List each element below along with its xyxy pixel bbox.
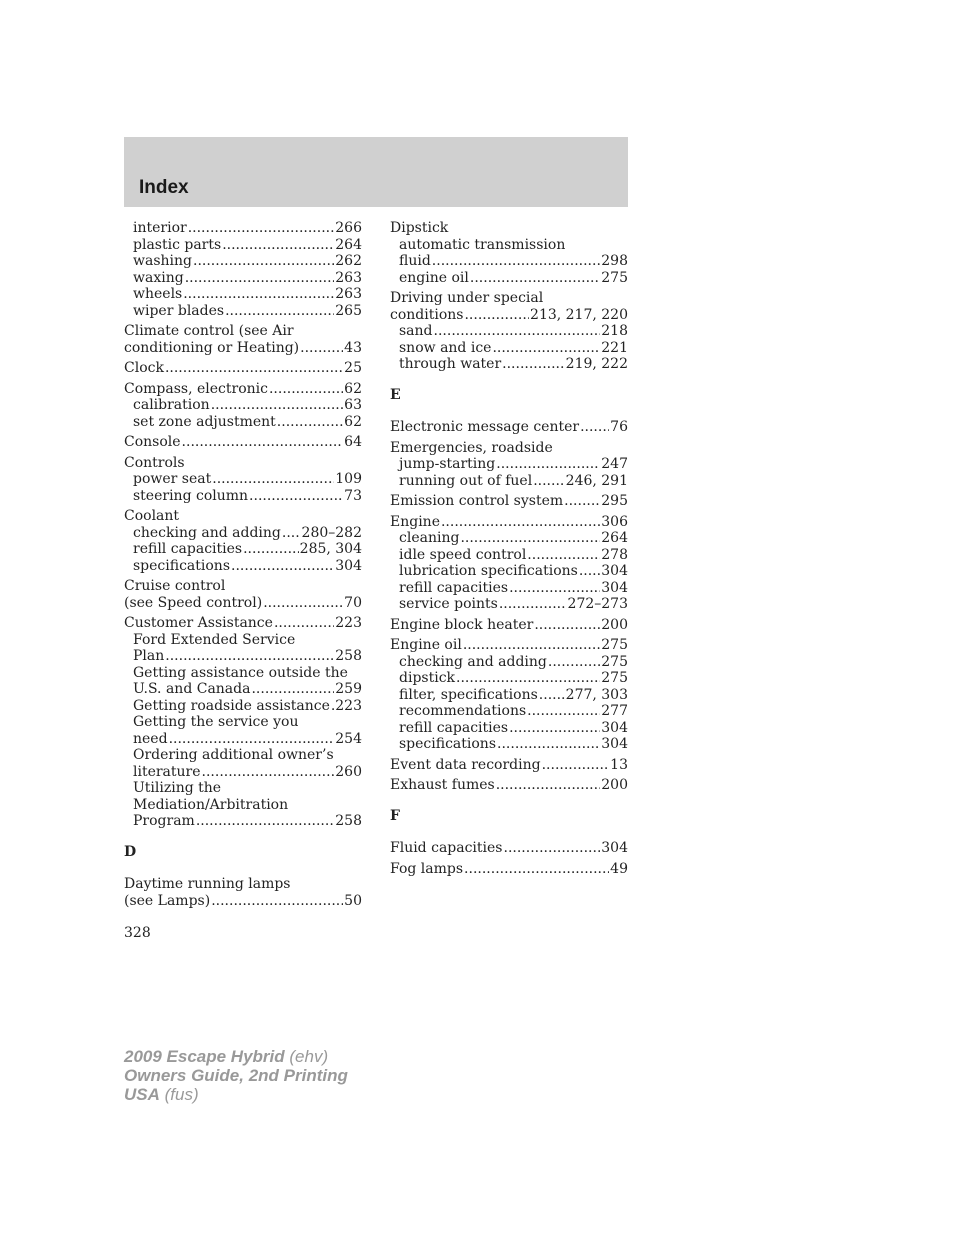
index-term: Getting assistance outside the	[133, 664, 348, 681]
dot-leader	[434, 323, 601, 340]
index-subentry-line	[124, 471, 362, 488]
index-term: specifications	[133, 557, 231, 574]
index-term: steering column	[133, 487, 249, 504]
index-term: (see Lamps)	[124, 892, 211, 909]
index-term: Fog lamps	[390, 860, 464, 877]
index-term: Daytime running lamps	[124, 876, 291, 892]
dot-leader	[331, 698, 334, 715]
page-reference: 49	[610, 860, 628, 877]
page-reference: 218	[601, 323, 628, 339]
index-entry-line	[390, 777, 628, 794]
index-term: wheels	[133, 286, 183, 302]
page-reference: 280–282	[301, 524, 362, 541]
index-subentry-line	[390, 580, 628, 597]
index-subentry-line	[124, 303, 362, 320]
index-subentry-line	[124, 488, 362, 505]
index-entry	[390, 777, 628, 794]
index-subentry-line	[124, 747, 362, 764]
index-term: need	[133, 730, 168, 747]
dot-leader	[196, 813, 334, 830]
index-entry-line	[124, 578, 362, 595]
dot-leader	[502, 356, 565, 373]
index-subentry-line	[124, 764, 362, 781]
dot-leader	[509, 720, 600, 737]
page-reference: 64	[344, 434, 362, 450]
page-reference: 265	[335, 302, 362, 319]
dot-leader	[300, 340, 343, 357]
page-reference: 278	[601, 546, 628, 563]
page-reference: 200	[601, 777, 628, 793]
page-reference: 70	[344, 594, 362, 611]
index-term: lubrication specifications	[399, 563, 578, 579]
index-entry-line	[390, 757, 628, 774]
index-subentry-line	[124, 397, 362, 414]
index-entry	[390, 617, 628, 634]
index-column-right	[390, 220, 628, 881]
page-number: 328	[124, 925, 151, 941]
page-reference: 275	[601, 653, 628, 670]
index-entry-line	[390, 290, 628, 307]
index-term: Emergencies, roadside	[390, 439, 553, 456]
index-subentry-line	[124, 632, 362, 649]
index-subentry-line	[390, 530, 628, 547]
dot-leader	[542, 757, 610, 774]
index-entry	[390, 514, 628, 613]
index-term: checking and adding	[133, 524, 281, 541]
index-subentry-line	[124, 681, 362, 698]
index-entry-line	[124, 508, 362, 525]
page-reference: 285, 304	[299, 541, 362, 557]
index-subentry-line	[124, 286, 362, 303]
page-reference: 264	[601, 530, 628, 546]
page-reference: 295	[601, 493, 628, 509]
index-term: recommendations	[399, 703, 527, 719]
page-reference: 304	[601, 736, 628, 752]
dot-leader	[282, 525, 301, 542]
index-subentry-line	[124, 525, 362, 542]
index-subentry-line	[390, 547, 628, 564]
index-subentry-line	[390, 473, 628, 490]
index-term: filter, specifications	[399, 686, 538, 703]
dot-leader	[193, 253, 334, 270]
index-entry-line	[390, 840, 628, 857]
index-subentry-line	[124, 714, 362, 731]
index-subentry-line	[390, 736, 628, 753]
index-term: Exhaust fumes	[390, 777, 495, 793]
index-term: wiper blades	[133, 302, 225, 319]
index-term: washing	[133, 253, 192, 269]
index-term: snow and ice	[399, 339, 492, 356]
dot-leader	[231, 558, 334, 575]
index-subentry-line	[124, 648, 362, 665]
index-subentry-line	[124, 665, 362, 682]
index-term: Console	[124, 434, 181, 450]
page-reference: 304	[601, 719, 628, 736]
page-reference: 219, 222	[565, 356, 628, 372]
page-reference: 304	[335, 557, 362, 574]
index-term: Event data recording	[390, 756, 541, 773]
index-entry-line	[124, 893, 362, 910]
index-entry-line	[390, 419, 628, 436]
dot-leader	[533, 473, 564, 490]
index-term: Customer Assistance	[124, 615, 273, 631]
index-term: Cruise control	[124, 578, 226, 594]
index-entry-line	[390, 637, 628, 654]
index-term: automatic transmission	[399, 236, 566, 253]
index-term: Mediation/Arbitration	[133, 796, 289, 813]
index-entry	[390, 757, 628, 774]
index-term: calibration	[133, 397, 210, 413]
page-reference: 263	[335, 269, 362, 286]
dot-leader	[185, 270, 335, 287]
page-reference: 277	[601, 703, 628, 719]
page-reference: 275	[601, 670, 628, 686]
page-reference: 254	[335, 730, 362, 747]
dot-leader	[499, 596, 567, 613]
index-subentry-line	[124, 813, 362, 830]
dot-leader	[463, 637, 600, 654]
page-reference: 223	[335, 615, 362, 631]
dot-leader	[527, 703, 600, 720]
index-entry	[124, 220, 362, 319]
dot-leader	[464, 307, 529, 324]
dot-leader	[509, 580, 600, 597]
index-term: Driving under special	[390, 290, 544, 306]
index-subentry-line	[124, 731, 362, 748]
index-subentry-line	[390, 237, 628, 254]
page-reference: 50	[344, 892, 362, 909]
index-entry	[390, 419, 628, 436]
footer-model-code: (ehv)	[284, 1047, 329, 1066]
dot-leader	[564, 493, 600, 510]
dot-leader	[251, 681, 334, 698]
dot-leader	[470, 270, 600, 287]
index-subentry-line	[124, 270, 362, 287]
index-entry-line	[124, 340, 362, 357]
page-reference: 73	[344, 487, 362, 504]
index-term: sand	[399, 323, 433, 339]
index-subentry-line	[124, 237, 362, 254]
index-term: Ordering additional owner’s	[133, 747, 334, 763]
index-term: set zone adjustment	[133, 413, 276, 430]
index-term: Coolant	[124, 508, 180, 524]
index-term: literature	[133, 763, 201, 780]
index-term: (see Speed control)	[124, 594, 263, 611]
index-term: conditions	[390, 306, 464, 323]
index-term: running out of fuel	[399, 472, 533, 489]
page-reference: 304	[601, 563, 628, 579]
index-subentry-line	[390, 340, 628, 357]
dot-leader	[539, 687, 565, 704]
dot-leader	[165, 648, 334, 665]
dot-leader	[202, 764, 335, 781]
page-reference: 306	[601, 513, 628, 530]
page-reference: 260	[335, 763, 362, 780]
index-term: Program	[133, 813, 195, 829]
index-subentry-line	[390, 323, 628, 340]
index-subentry-line	[390, 356, 628, 373]
footer-guide: Owners Guide, 2nd Printing	[124, 1066, 348, 1085]
dot-leader	[492, 340, 600, 357]
index-entry-line	[390, 307, 628, 324]
index-term: Climate control (see Air	[124, 323, 294, 339]
index-section-letter: E	[390, 386, 401, 403]
index-term: Engine oil	[390, 637, 462, 653]
dot-leader	[548, 654, 600, 671]
index-term: jump-starting	[399, 456, 496, 472]
index-term: cleaning	[399, 530, 460, 546]
index-subentry-line	[390, 596, 628, 613]
index-term: Compass, electronic	[124, 380, 268, 397]
page-reference: 272–273	[567, 596, 628, 612]
index-subentry-line	[124, 541, 362, 558]
page-reference: 223	[335, 697, 362, 714]
index-entry-line	[124, 615, 362, 632]
index-subentry-line	[124, 253, 362, 270]
dot-leader	[183, 286, 334, 303]
dot-leader	[249, 488, 343, 505]
index-entry	[124, 578, 362, 611]
index-term: Utilizing the	[133, 780, 222, 796]
index-entry-line	[124, 323, 362, 340]
page-reference: 277, 303	[565, 686, 628, 703]
index-term: Controls	[124, 454, 185, 471]
index-term: engine oil	[399, 269, 469, 286]
page-reference: 263	[335, 286, 362, 302]
page-reference: 259	[335, 681, 362, 697]
dot-leader	[496, 777, 601, 794]
page-reference: 63	[344, 397, 362, 413]
dot-leader	[211, 893, 343, 910]
index-term: Engine	[390, 513, 440, 530]
dot-leader	[211, 397, 343, 414]
index-entry	[390, 493, 628, 510]
index-term: plastic parts	[133, 236, 222, 253]
dot-leader	[263, 595, 343, 612]
index-term: Getting roadside assistance	[133, 697, 330, 714]
footer-market: USA	[124, 1085, 160, 1104]
dot-leader	[497, 736, 600, 753]
dot-leader	[165, 360, 343, 377]
index-subentry-line	[390, 720, 628, 737]
index-term: Fluid capacities	[390, 840, 503, 856]
page-reference: 262	[335, 253, 362, 269]
document-footer	[124, 1047, 348, 1104]
dot-leader	[169, 731, 335, 748]
index-entry	[124, 434, 362, 451]
index-entry	[124, 508, 362, 574]
page-reference: 247	[601, 456, 628, 472]
index-term: Plan	[133, 648, 165, 664]
index-entry	[124, 876, 362, 909]
index-term: refill capacities	[399, 719, 509, 736]
page-title: Index	[139, 177, 189, 198]
page-reference: 304	[601, 840, 628, 856]
index-term: fluid	[399, 253, 431, 269]
index-subentry-line	[124, 780, 362, 797]
index-entry-line	[124, 455, 362, 472]
index-entry	[390, 290, 628, 373]
index-subentry-line	[390, 654, 628, 671]
index-entry-line	[390, 493, 628, 510]
dot-leader	[464, 861, 609, 878]
dot-leader	[188, 220, 335, 237]
page-reference: 258	[335, 813, 362, 829]
index-subentry-line	[390, 703, 628, 720]
dot-leader	[243, 541, 299, 558]
index-entry-line	[390, 440, 628, 457]
index-term: power seat	[133, 471, 212, 487]
index-entry-line	[124, 360, 362, 377]
index-subentry-line	[390, 270, 628, 287]
index-subentry-line	[124, 558, 362, 575]
dot-leader	[441, 514, 600, 531]
index-term: through water	[399, 356, 502, 372]
footer-market-code: (fus)	[159, 1085, 199, 1104]
index-section-letter: F	[390, 807, 400, 824]
index-term: specifications	[399, 736, 497, 752]
index-subentry-line	[124, 797, 362, 814]
page-reference: 275	[601, 637, 628, 653]
page-reference: 275	[601, 269, 628, 286]
index-section-letter: D	[124, 843, 137, 860]
dot-leader	[580, 419, 609, 436]
page-reference: 266	[335, 220, 362, 236]
page-reference: 62	[344, 413, 362, 430]
page-reference: 304	[601, 579, 628, 596]
dot-leader	[527, 547, 600, 564]
index-entry	[390, 840, 628, 857]
index-subentry-line	[390, 563, 628, 580]
dot-leader	[277, 414, 343, 431]
index-entry	[390, 637, 628, 753]
index-entry-line	[124, 876, 362, 893]
index-entry-line	[390, 861, 628, 878]
index-entry-line	[390, 617, 628, 634]
dot-leader	[269, 381, 343, 398]
index-entry	[124, 381, 362, 431]
index-term: U.S. and Canada	[133, 681, 251, 697]
index-term: conditioning or Heating)	[124, 339, 300, 356]
index-entry-line	[390, 514, 628, 531]
index-term: checking and adding	[399, 653, 547, 670]
index-subentry-line	[124, 220, 362, 237]
page-reference: 25	[344, 360, 362, 376]
index-term: dipstick	[399, 670, 456, 686]
index-subentry-line	[390, 456, 628, 473]
index-term: Clock	[124, 360, 164, 376]
dot-leader	[274, 615, 334, 632]
dot-leader	[534, 617, 600, 634]
index-term: refill capacities	[133, 541, 243, 557]
index-term: Electronic message center	[390, 419, 580, 435]
index-subentry-line	[390, 687, 628, 704]
page-reference: 246, 291	[565, 472, 628, 489]
page-reference: 43	[344, 339, 362, 356]
index-term: idle speed control	[399, 546, 527, 563]
index-term: waxing	[133, 269, 184, 286]
dot-leader	[182, 434, 344, 451]
index-entry-line	[124, 381, 362, 398]
index-term: interior	[133, 220, 187, 236]
index-subentry-line	[124, 698, 362, 715]
index-term: Emission control system	[390, 493, 564, 509]
dot-leader	[496, 456, 600, 473]
index-entry-line	[390, 220, 628, 237]
dot-leader	[212, 471, 334, 488]
dot-leader	[460, 530, 600, 547]
index-header-band	[124, 137, 628, 207]
index-entry	[124, 323, 362, 356]
index-entry	[124, 360, 362, 377]
dot-leader	[222, 237, 334, 254]
index-entry-line	[124, 434, 362, 451]
page-reference: 298	[601, 253, 628, 269]
index-term: Getting the service you	[133, 714, 299, 730]
index-term: refill capacities	[399, 579, 509, 596]
index-term: Engine block heater	[390, 616, 534, 633]
page-reference: 13	[610, 756, 628, 773]
page-reference: 221	[601, 339, 628, 356]
index-term: service points	[399, 596, 498, 612]
page-reference: 109	[335, 471, 362, 487]
index-entry	[124, 615, 362, 830]
page-reference: 200	[601, 616, 628, 633]
index-subentry-line	[124, 414, 362, 431]
footer-model: 2009 Escape Hybrid	[124, 1047, 285, 1066]
page-reference: 213, 217, 220	[530, 306, 628, 323]
dot-leader	[456, 670, 600, 687]
dot-leader	[432, 253, 600, 270]
index-entry-line	[124, 595, 362, 612]
index-subentry-line	[390, 670, 628, 687]
page-reference: 76	[610, 419, 628, 435]
index-term: Dipstick	[390, 220, 449, 236]
page-reference: 264	[335, 236, 362, 253]
index-column-left	[124, 220, 362, 913]
index-subentry-line	[390, 253, 628, 270]
index-entry	[390, 220, 628, 286]
dot-leader	[504, 840, 601, 857]
index-entry	[390, 861, 628, 878]
page-reference: 62	[344, 380, 362, 397]
index-entry	[124, 455, 362, 505]
dot-leader	[579, 563, 600, 580]
page-reference: 258	[335, 648, 362, 664]
index-term: Ford Extended Service	[133, 631, 296, 648]
index-entry	[390, 440, 628, 490]
dot-leader	[225, 303, 334, 320]
